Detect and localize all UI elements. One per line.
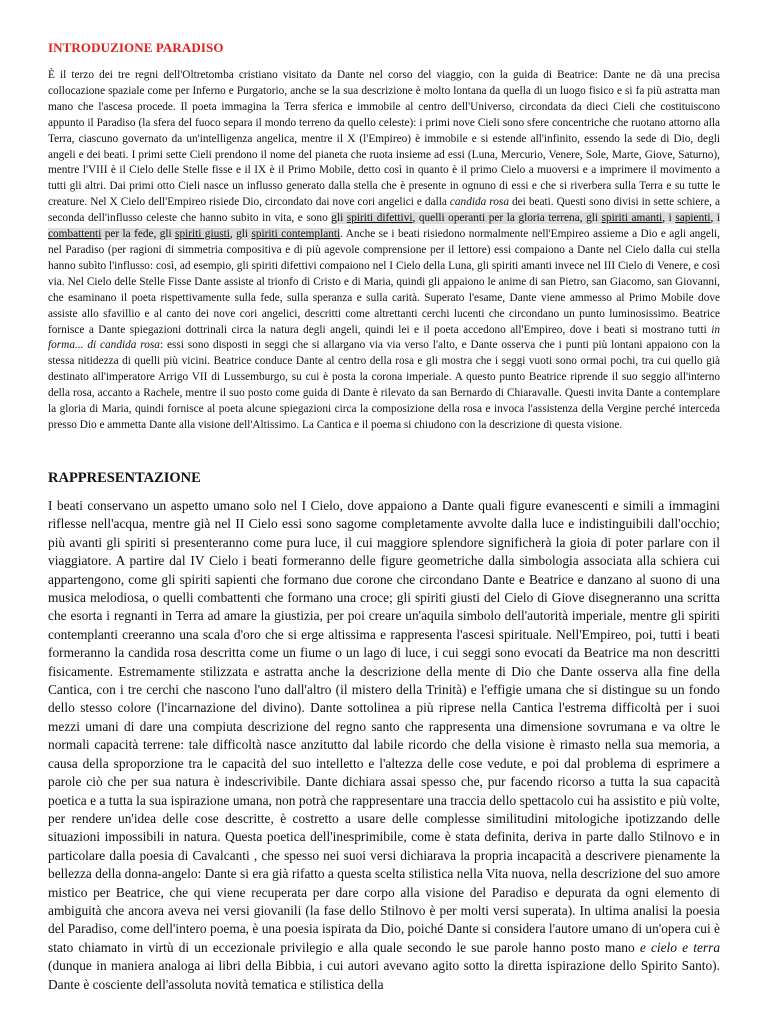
hl-text: gli bbox=[331, 212, 347, 225]
link-sapienti[interactable]: sapienti bbox=[675, 212, 711, 225]
rappresentazione-text-2: (dunque in maniera analoga ai libri della Bibbia, i cui autori avevano agito sotto la diretta ispirazione dello Spirito Santo). Dante è cosciente dell'assoluta novità tematica e stilistica della bbox=[48, 958, 720, 992]
hl-text: , i bbox=[662, 212, 676, 225]
heading-introduzione: INTRODUZIONE PARADISO bbox=[48, 40, 224, 55]
link-spiriti-amanti[interactable]: spiriti amanti bbox=[601, 212, 663, 225]
link-combattenti[interactable]: combattenti bbox=[48, 228, 102, 241]
heading-rappresentazione: RAPPRESENTAZIONE bbox=[48, 470, 201, 486]
candida-rosa-italic: candida rosa bbox=[449, 196, 509, 209]
hl-text: per la fede, gli bbox=[101, 228, 176, 241]
hl-text: , quelli operanti per la gloria terrena bbox=[412, 212, 580, 225]
intro-text-3: . Anche se i beati risiedono normalmente nell'Empireo assieme a Dio e agli angeli, nel Paradiso (per ragioni di simmetria compositiva e di più agevole comprensione per il lettore) essi compaiono a Dante nel Cielo dalla cui stella hanno subìto l'influsso: così, ad esempio, gli spiriti difettivi compaiono nel I Cielo della Luna, gli spiriti amanti invece nel III Cielo di Venere, e così via. Nel Cielo delle Stelle Fisse Dante assiste al trionfo di Cristo e di Maria, quindi gli appaiono le anime di san Pietro, san Giacomo, san Giovanni, che esaminano il poeta rispettivamente sulla fede, sulla speranza e sulla carità. Superato l'esame, Dante viene ammesso al Primo Mobile dove assiste allo sfavillio e al canto dei nove cori angelici, descritti come altrettanti cerchi lucenti che circondano un punto luminosissimo. Beatrice fornisce a Dante spiegazioni dottrinali circa la natura degli angeli, quindi lei e il poeta accedono all'Empireo, dove i beati si mostrano tutti bbox=[48, 228, 720, 336]
rappresentazione-text-1: I beati conservano un aspetto umano solo nel I Cielo, dove appaiono a Dante quali figure evanescenti e simili a immagini riflesse nell'acqua, mentre già nel II Cielo essi sono sagome completamente avvolte dalla luce e indistinguibili dall'occhio; più avanti gli spiriti si presenteranno come pura luce, il cui maggiore splendore significherà la gioia di poter parlare con il viaggiatore. A partire dal IV Cielo i beati formeranno delle figure geometriche dalla simbologia associata alla schiera cui appartengono, come gli spiriti sapienti che formano due corone che circondano Dante e Beatrice e danzano al suono di una musica melodiosa, o quelli combattenti che formano una croce; gli spiriti giusti del Cielo di Giove disegneranno una scritta che esorta i regnanti in Terra ad amare la giustizia, per poi creare un'aquila simbolo dell'autorità imperiale, mentre gli spiriti contemplanti creeranno una scala d'oro che si erge altissima e rappresenta l'ascesi spirituale. Nell'Empireo, poi, tutti i beati formeranno la candida rosa descritta come un fiume o un lago di luce, i cui seggi sono evocati da Beatrice ma non descritti fisicamente. Estremamente stilizzata e astratta anche la descrizione della mente di Dio che Dante osserva alla fine della Cantica, con i tre cerchi che nascono l'uno dall'altro (il mistero della Trinità) e l'effigie umana che si distingue su un fondo dello stesso colore (l'incarnazione del divino). Dante sottolinea a più riprese nella Cantica l'estrema difficoltà per i suoi mezzi umani di dare una compiuta descrizione del regno santo che rappresenta una dimensione sovrumana e va oltre le normali capacità terrene: tale difficoltà nasce anzitutto dal labile ricordo che della visione è rimasto nella sua memoria, a causa della sproporzione tra le capacità del suo intelletto e l'altezza delle cose vedute, e poi dal problema di esprimere a parole ciò che per sua natura è indescrivibile. Dante dichiara assai spesso che, pur facendo ricorso a tutta la sua capacità poetica e a tutta la sua ispirazione umana, non potrà che rappresentare una traccia dello spettacolo cui ha assistito e più volte, per rendere un'idea delle cose descritte, è costretto a usare delle complesse similitudini mitologiche ipotizzando delle situazioni impossibili in natura. Questa poetica dell'inesprimibile, come è stata definita, deriva in parte dallo Stilnovo e in particolare dalla poesia di Cavalcanti , che spesso nei suoi versi dichiarava la propria incapacità a descrivere pienamente la bellezza della donna-angelo: Dante si era già rifatto a questa scelta stilistica nella Vita nuova, nella descrizione del suo amore mistico per Beatrice, che qui viene recuperata per dare corpo alla visione del Paradiso e depurata da ogni elemento di ambiguità che ancora aveva nei versi giovanili (la fase dello Stilnovo è per molti versi superata). In ultima analisi la poesia del Paradiso, come dell'intero poema, è una poesia ispirata da Dio, poiché Dante si considera l'autore umano di un'opera cui è stato chiamato in virtù di un eccezionale privilegio e alla quale secondo le sue parole hanno posto mano bbox=[48, 498, 720, 955]
link-spiriti-giusti[interactable]: spiriti giusti bbox=[175, 228, 230, 241]
intro-paragraph bbox=[48, 68, 720, 434]
intro-text-1: È il terzo dei tre regni dell'Oltretomba cristiano visitato da Dante nel corso del viaggio, con la guida di Beatrice: Dante ne dà una precisa collocazione spaziale come per Inferno e Purgatorio, anche se la sua descrizione è molto lontana da quella di un luogo fisico e si fa più astratta man mano che l'ascesa procede. Il poeta immagina la Terra sferica e immobile al centro dell'Universo, circondata da dieci Cieli che costituiscono appunto il Paradiso (la sfera del fuoco separa il mondo terreno da quello celeste): i primi nove Cieli sono sfere concentriche che ruotano attorno alla Terra, ciascuno governato da un'intelligenza angelica, mentre il X (l'Empireo) è immobile e si estende all'infinito, essendo la sede di Dio, degli angeli e dei beati. I primi sette Cieli prendono il nome del pianeta che ruota insieme ad essi (Luna, Mercurio, Venere, Sole, Marte, Giove, Saturno), mentre l'VIII è il Cielo delle Stelle fisse e il IX è il Primo Mobile, detto così in quanto è il primo Cielo a muoversi e a imprimere il movimento a tutti gli altri. Dai primi otto Cieli nasce un influsso generato dalla stella che è presente in ognuno di essi e che si riverbera sulla Terra e su tutte le creature. Nel X Cielo dell'Empireo risiede Dio, circondato dai nove cori angelici e dalla bbox=[48, 69, 720, 209]
hl-text: , gli bbox=[229, 228, 252, 241]
link-spiriti-difettivi[interactable]: spiriti difettivi bbox=[346, 212, 413, 225]
hl-text: , gli bbox=[579, 212, 602, 225]
rappresentazione-paragraph bbox=[48, 497, 720, 994]
link-spiriti-contemplanti[interactable]: spiriti contemplanti bbox=[251, 228, 341, 241]
hl-text: , i bbox=[710, 212, 721, 225]
intro-text-4: : essi sono disposti in seggi che si allargano via via verso l'alto, e Dante osserva che i punti più lontani appaiono con la stessa nitidezza di quelli più vicini. Beatrice conduce Dante al centro della rosa e gli mostra che i seggi vuoti sono ormai pochi, tra cui quello già destinato all'imperatore Arrigo VII di Lussemburgo, su cui è posta la corona imperiale. A questo punto Beatrice riprende il suo seggio all'interno della rosa, accanto a Rachele, mentre il suo posto come guida di Dante è rilevato da san Bernardo di Chiaravalle. Questi invita Dante a contemplare la gloria di Maria, quindi fornisce al poeta alcune spiegazioni circa la composizione della rosa e invoca l'assistenza della Vergine perché interceda presso Dio e ammetta Dante alla visione dell'Altissimo. La Cantica e il poema si chiudono con la descrizione di questa visione. bbox=[48, 339, 720, 431]
e-cielo-e-terra-italic: e cielo e terra bbox=[639, 939, 721, 955]
intro-text-2: dei beati. Questi sono divisi in sette schiere, a seconda dell'influsso celeste che hanno subito in vita, e sono bbox=[48, 196, 720, 225]
in-forma-italic: in forma... di candida rosa bbox=[48, 323, 720, 352]
